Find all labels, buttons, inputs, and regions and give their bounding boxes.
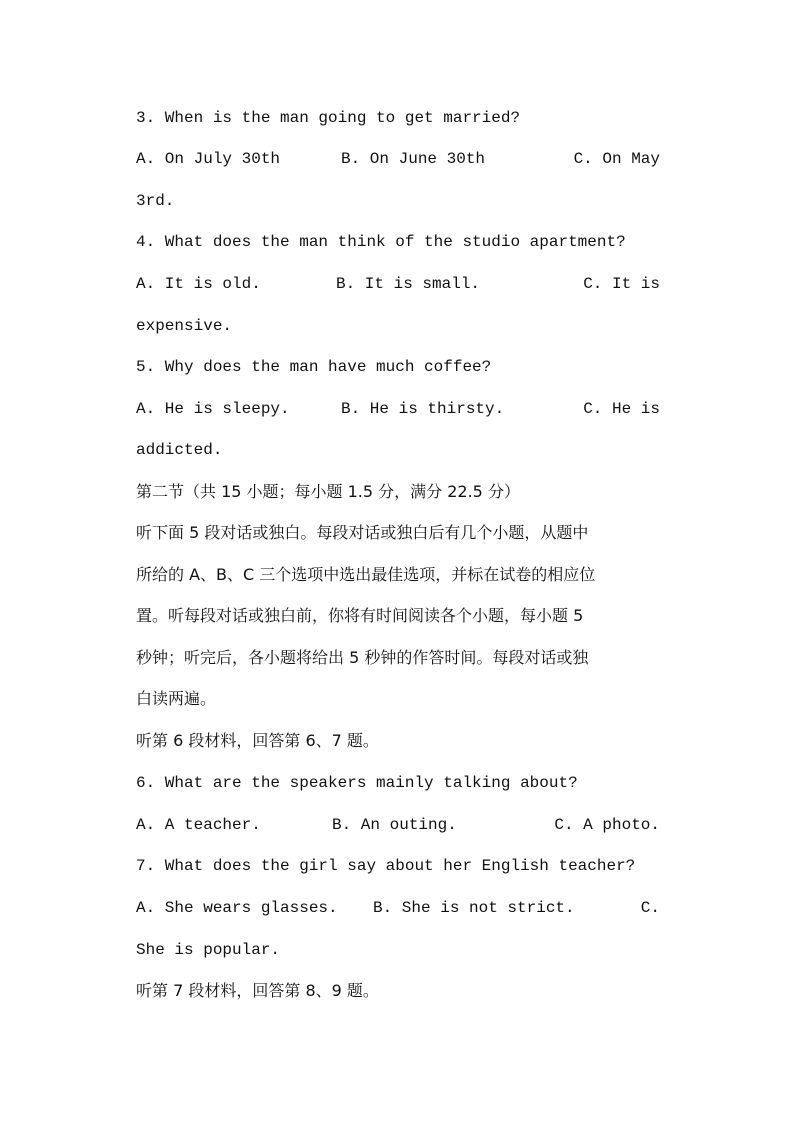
section2-heading: 第二节（共 15 小题；每小题 1.5 分，满分 22.5 分） (136, 482, 520, 501)
q4-option-c-cont: expensive. (136, 317, 233, 335)
q6-options (136, 810, 660, 840)
passage7-label: 听第 7 段材料，回答第 8、9 题。 (136, 981, 379, 1000)
q3-option-c-cont: 3rd. (136, 192, 175, 210)
q5-question: 5. Why does the man have much coffee? (136, 358, 492, 376)
section2-instruction-line: 听下面 5 段对话或独白。每段对话或独白后有几个小题，从题中 (136, 523, 589, 542)
q4-options (136, 269, 660, 299)
q3-option-c: C. On May (573, 150, 660, 168)
q3-options (136, 144, 660, 174)
section2-instruction-line: 所给的 A、B、C 三个选项中选出最佳选项，并标在试卷的相应位 (136, 565, 596, 584)
q6-question: 6. What are the speakers mainly talking about? (136, 774, 578, 792)
q7-option-a: A. She wears glasses. (136, 899, 338, 917)
passage6-label: 听第 6 段材料，回答第 6、7 题。 (136, 731, 379, 750)
q7-question: 7. What does the girl say about her English teacher? (136, 857, 636, 875)
q4-question: 4. What does the man think of the studio apartment? (136, 233, 626, 251)
q7-option-c: C. (640, 899, 660, 917)
q3-option-a: A. On July 30th (136, 150, 281, 168)
q4-option-b: B. It is small. (336, 275, 481, 293)
q6-option-b: B. An outing. (332, 816, 457, 834)
section2-instruction-line: 置。听每段对话或独白前，你将有时间阅读各个小题，每小题 5 (136, 606, 584, 625)
q4-option-a: A. It is old. (136, 275, 261, 293)
q5-option-a: A. He is sleepy. (136, 400, 290, 418)
q7-options (136, 893, 660, 923)
q4-option-c: C. It is (583, 275, 660, 293)
q6-option-a: A. A teacher. (136, 816, 261, 834)
q5-option-c-cont: addicted. (136, 441, 223, 459)
section2-instruction-line: 白读两遍。 (136, 689, 217, 708)
q5-option-c: C. He is (583, 400, 660, 418)
q7-option-b: B. She is not strict. (373, 899, 575, 917)
q5-option-b: B. He is thirsty. (341, 400, 505, 418)
q5-options (136, 394, 660, 424)
section2-instruction-line: 秒钟；听完后，各小题将给出 5 秒钟的作答时间。每段对话或独 (136, 648, 589, 667)
q3-question: 3. When is the man going to get married? (136, 109, 521, 127)
q6-option-c: C. A photo. (554, 816, 660, 834)
q3-option-b: B. On June 30th (341, 150, 486, 168)
q7-option-c-cont: She is popular. (136, 941, 281, 959)
